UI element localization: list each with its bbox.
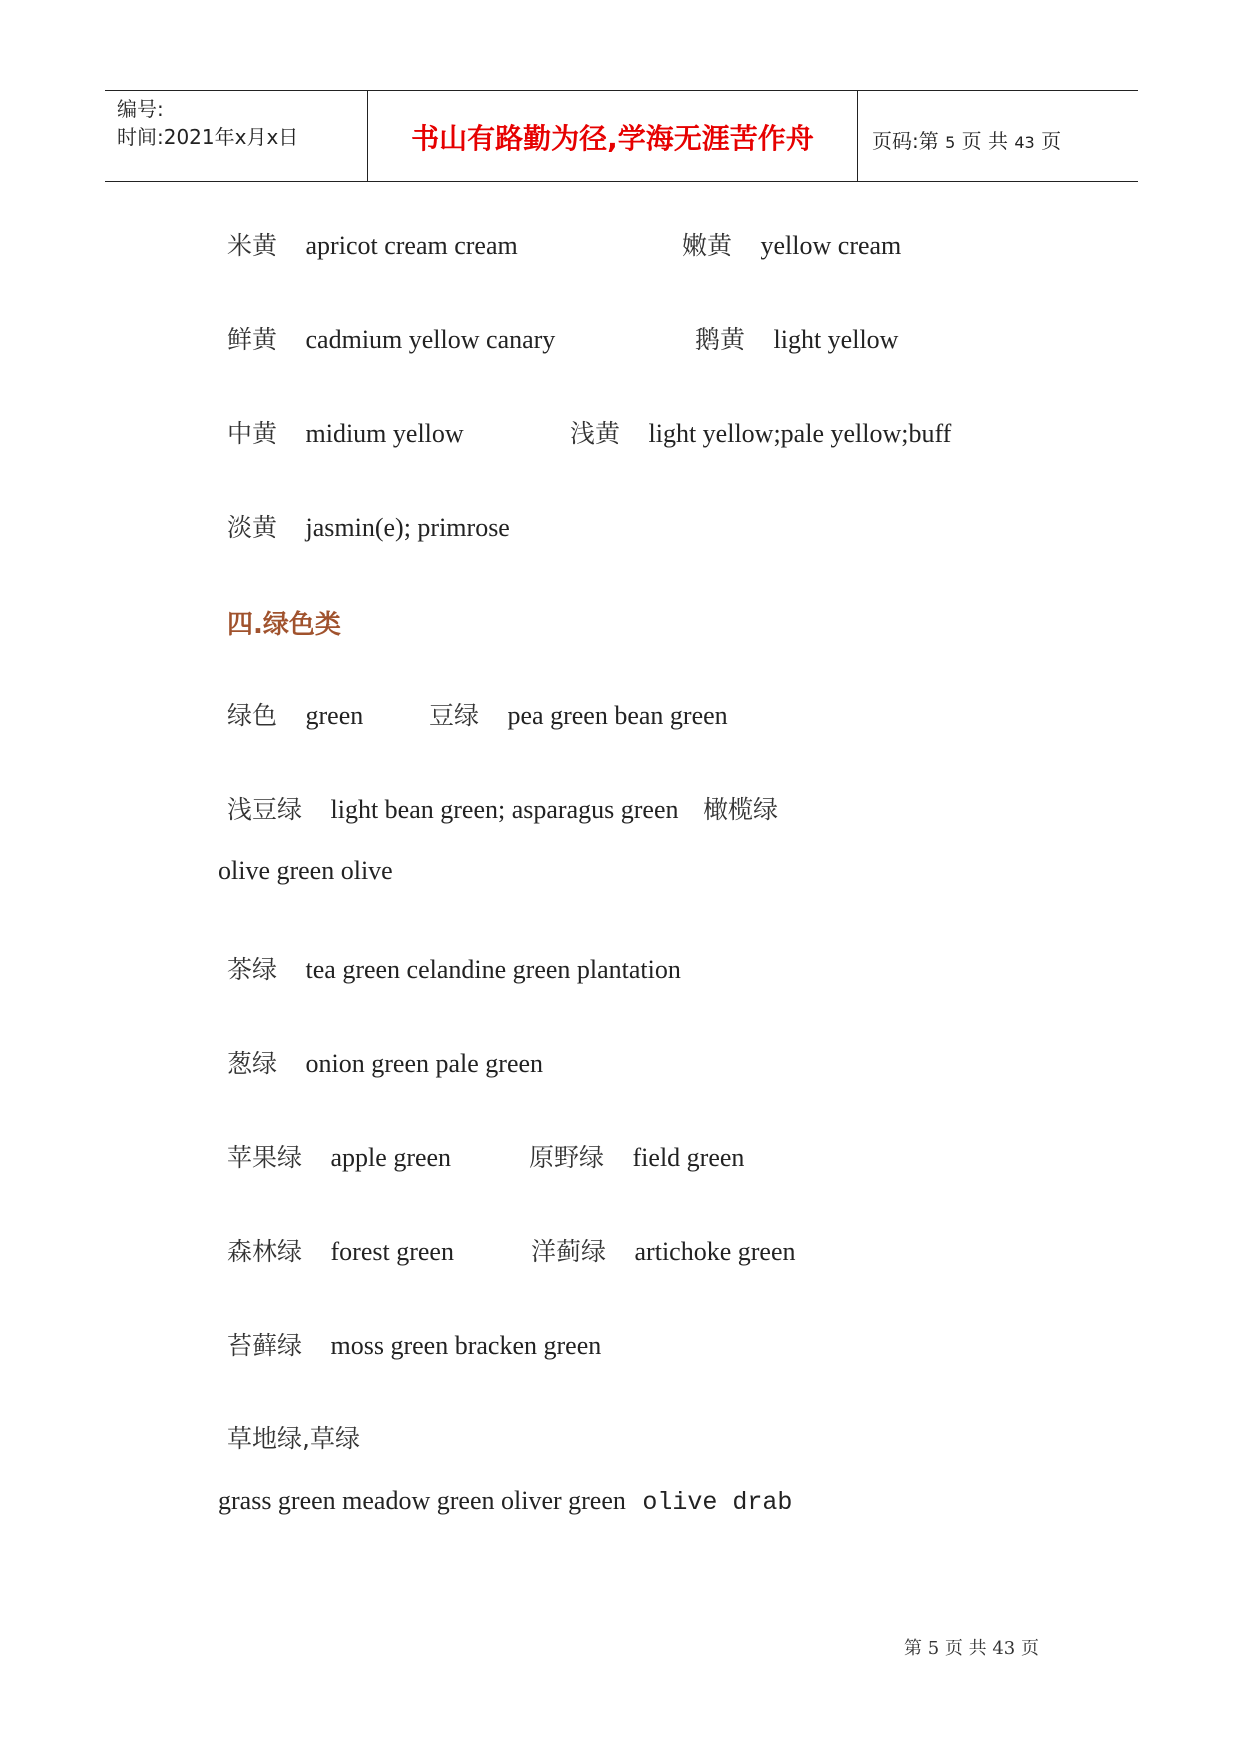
- color-row: [227, 1326, 601, 1362]
- color-cn: 浅豆绿: [227, 795, 303, 824]
- page-header: [105, 90, 1138, 182]
- color-cn: 草地绿,草绿: [227, 1424, 360, 1453]
- color-row-continuation: [218, 1486, 792, 1517]
- color-cn: 原野绿: [529, 1143, 605, 1172]
- header-info-cell: [105, 91, 368, 181]
- color-cn: 苔藓绿: [227, 1331, 303, 1360]
- color-cn: 橄榄绿: [702, 795, 778, 824]
- color-cn: 淡黄: [227, 513, 278, 542]
- color-row: [227, 508, 510, 544]
- color-row-second: [682, 226, 901, 262]
- color-row: [227, 790, 778, 826]
- color-en: artichoke green: [634, 1237, 796, 1266]
- color-row-second: [531, 1232, 795, 1268]
- page-code-current: 5: [945, 133, 956, 152]
- color-en: field green: [632, 1143, 745, 1172]
- color-row: [227, 1419, 360, 1455]
- page-code-total: 43: [1014, 133, 1035, 152]
- color-cn: 米黄: [227, 231, 278, 260]
- color-en: pea green bean green: [507, 701, 728, 730]
- header-page-cell: [858, 91, 1138, 181]
- color-en: forest green: [330, 1237, 454, 1266]
- time-label: 时间:2021年x月x日: [117, 125, 299, 149]
- color-row-second: [429, 696, 728, 732]
- color-en: light yellow;pale yellow;buff: [648, 419, 952, 448]
- page-code-mid: 页 共: [961, 129, 1009, 153]
- color-cn: 森林绿: [227, 1237, 303, 1266]
- page-code-suffix: 页: [1041, 129, 1062, 153]
- color-en: onion green pale green: [305, 1049, 544, 1078]
- color-en: grass green meadow green oliver green: [218, 1486, 626, 1515]
- page-code: [872, 125, 1061, 154]
- color-en: jasmin(e); primrose: [305, 513, 510, 542]
- color-cn: 嫩黄: [682, 231, 733, 260]
- color-cn: 中黄: [227, 419, 278, 448]
- color-row: [227, 1232, 454, 1268]
- color-en: midium yellow: [305, 419, 464, 448]
- color-row: [227, 696, 363, 732]
- color-cn: 浅黄: [570, 419, 621, 448]
- color-cn: 洋蓟绿: [531, 1237, 607, 1266]
- color-row: [227, 226, 518, 262]
- color-en: olive green olive: [218, 856, 393, 885]
- color-en: apple green: [330, 1143, 452, 1172]
- color-row-second: [695, 320, 898, 356]
- color-cn: 葱绿: [227, 1049, 278, 1078]
- color-en: green: [305, 701, 364, 730]
- color-en: light bean green; asparagus green: [330, 795, 679, 824]
- color-row: [227, 1138, 451, 1174]
- color-row-continuation: [218, 856, 393, 886]
- color-en: apricot cream cream: [305, 231, 518, 260]
- color-en: tea green celandine green plantation: [305, 955, 681, 984]
- color-row: [227, 320, 555, 356]
- color-en: cadmium yellow canary: [305, 325, 556, 354]
- motto-text: 书山有路勤为径,学海无涯苦作舟: [411, 122, 814, 155]
- page-footer: 第 5 页 共 43 页: [904, 1638, 1039, 1659]
- number-label: 编号:: [117, 97, 164, 121]
- color-cn: 鲜黄: [227, 325, 278, 354]
- color-row: [227, 414, 464, 450]
- color-en: light yellow: [773, 325, 899, 354]
- color-row: [227, 1044, 543, 1080]
- color-cn: 鹅黄: [695, 325, 746, 354]
- header-motto-cell: [368, 91, 858, 181]
- color-cn: 绿色: [227, 701, 278, 730]
- color-row-second: [529, 1138, 744, 1174]
- color-en-mono: olive drab: [642, 1488, 793, 1517]
- color-en: moss green bracken green: [330, 1331, 602, 1360]
- page-code-prefix: 页码:第: [872, 129, 939, 153]
- color-cn: 苹果绿: [227, 1143, 303, 1172]
- color-en: yellow cream: [760, 231, 902, 260]
- color-cn: 豆绿: [429, 701, 480, 730]
- color-row-second: [570, 414, 951, 450]
- color-cn: 茶绿: [227, 955, 278, 984]
- section-heading: 四.绿色类: [227, 610, 341, 640]
- color-row: [227, 950, 681, 986]
